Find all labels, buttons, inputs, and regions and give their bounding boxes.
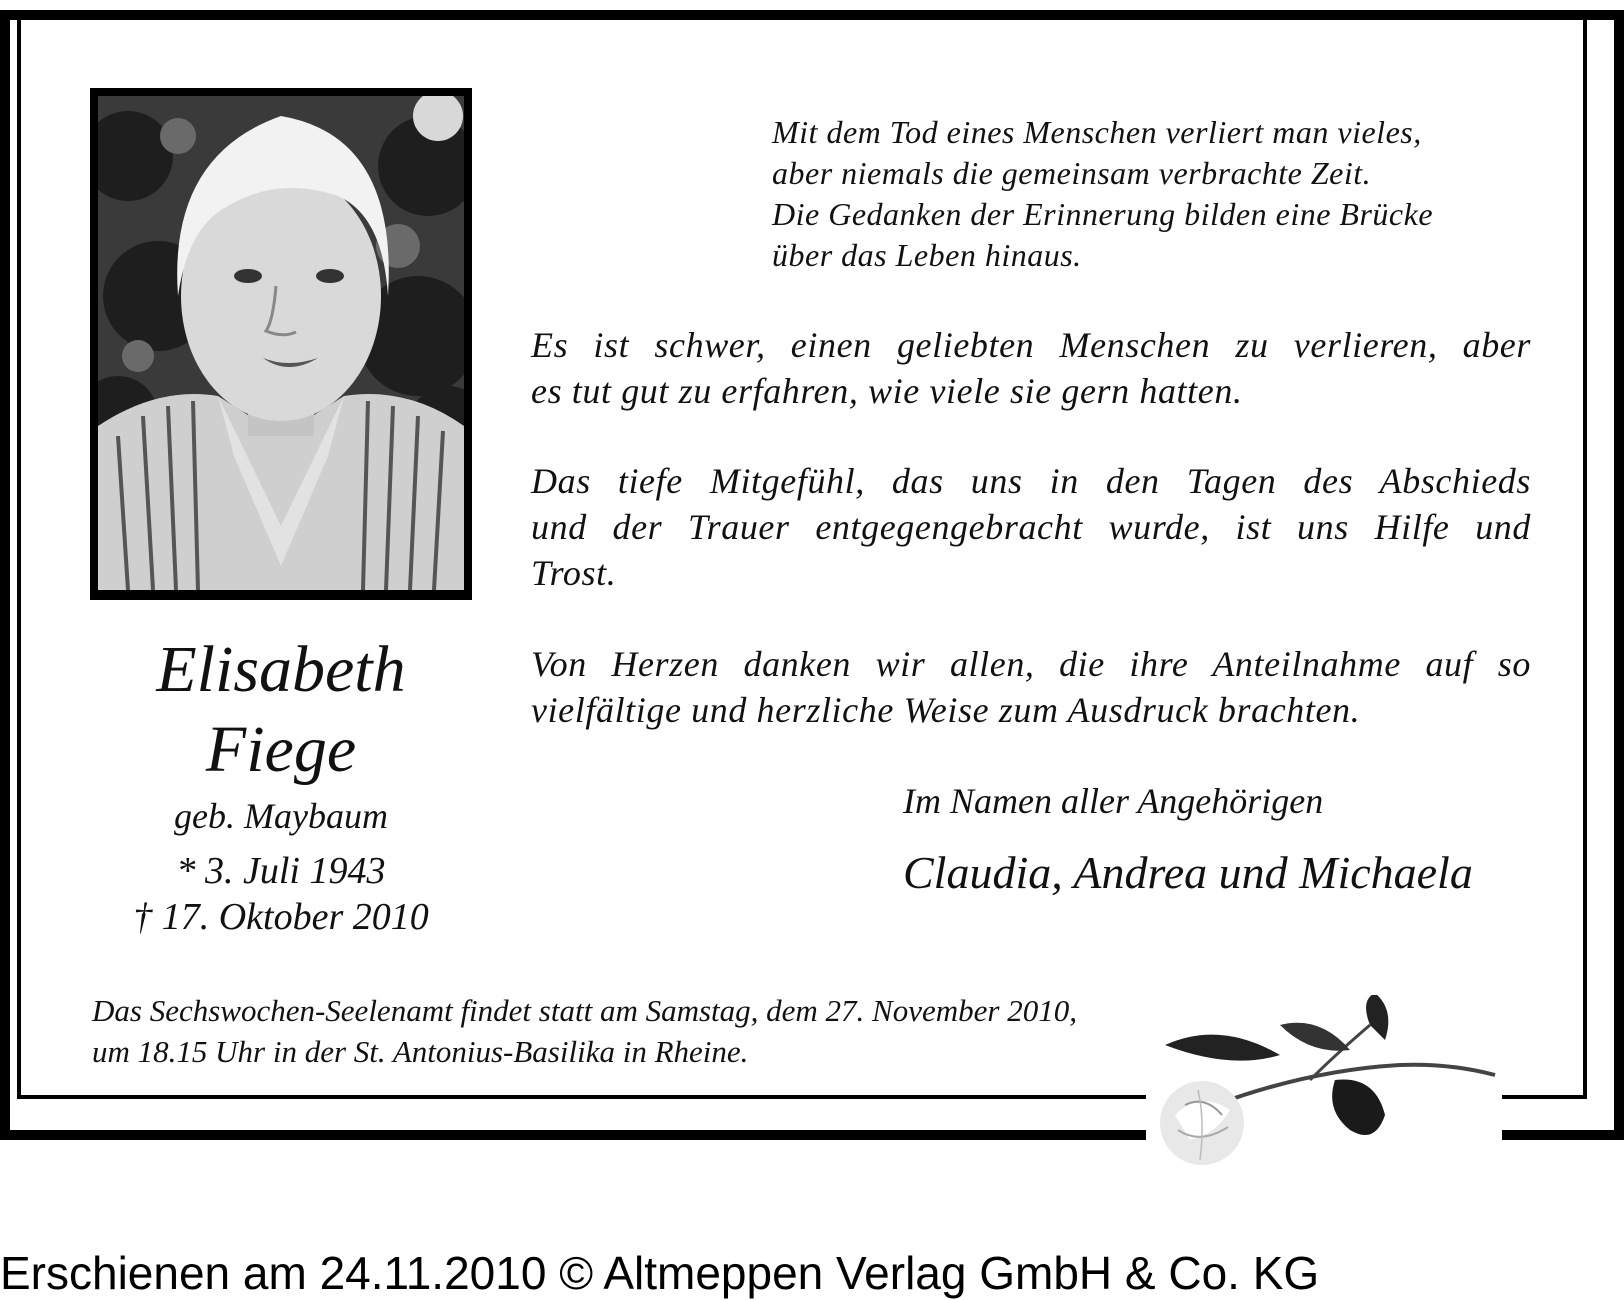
paragraph-sympathy [531, 458, 1531, 596]
birth-date: * 3. Juli 1943 [176, 850, 386, 892]
paragraph-line: Von Herzen danken wir allen, die ihre Anteilnahme auf so [531, 644, 1531, 684]
signature-names: Claudia, Andrea und Michaela [903, 847, 1473, 898]
paragraph-line: es tut gut zu erfahren, wie viele sie gern hatten. [531, 371, 1243, 411]
paragraph-loss [531, 322, 1531, 414]
quote-line: aber niemals die gemeinsam verbrachte Zeit. [772, 155, 1372, 191]
paragraph-line: vielfältige und herzliche Weise zum Ausdruck brachten. [531, 690, 1361, 730]
quote-line: über das Leben hinaus. [772, 237, 1082, 273]
first-name: Elisabeth [156, 633, 406, 706]
paragraph-line: Das tiefe Mitgefühl, das uns in den Tagen des Abschieds [531, 461, 1531, 501]
quote-line: Die Gedanken der Erinnerung bilden eine Brücke [772, 196, 1434, 232]
paragraph-line: und der Trauer entgegengebracht wurde, ist uns Hilfe und [531, 507, 1531, 547]
mass-line: um 18.15 Uhr in der St. Antonius-Basilika in Rheine. [92, 1034, 749, 1069]
publication-footer: Erschienen am 24.11.2010 © Altmeppen Verlag GmbH & Co. KG [0, 1247, 1320, 1299]
opening-quote [772, 112, 1532, 276]
last-name: Fiege [205, 713, 357, 786]
rose-icon [1160, 995, 1500, 1180]
paragraph-line: Es ist schwer, einen geliebten Menschen zu verlieren, aber [531, 325, 1531, 365]
paragraph-thanks [531, 641, 1531, 733]
maiden-name: geb. Maybaum [174, 796, 388, 836]
quote-line: Mit dem Tod eines Menschen verliert man vieles, [772, 114, 1422, 150]
memorial-mass-notice [92, 990, 1077, 1072]
signature-intro: Im Namen aller Angehörigen [903, 781, 1324, 821]
portrait-photo [98, 96, 464, 590]
paragraph-line: Trost. [531, 553, 617, 593]
deceased-info [90, 630, 472, 940]
death-date: † 17. Oktober 2010 [133, 896, 429, 938]
mass-line: Das Sechswochen-Seelenamt findet statt am Samstag, dem 27. November 2010, [92, 993, 1077, 1028]
